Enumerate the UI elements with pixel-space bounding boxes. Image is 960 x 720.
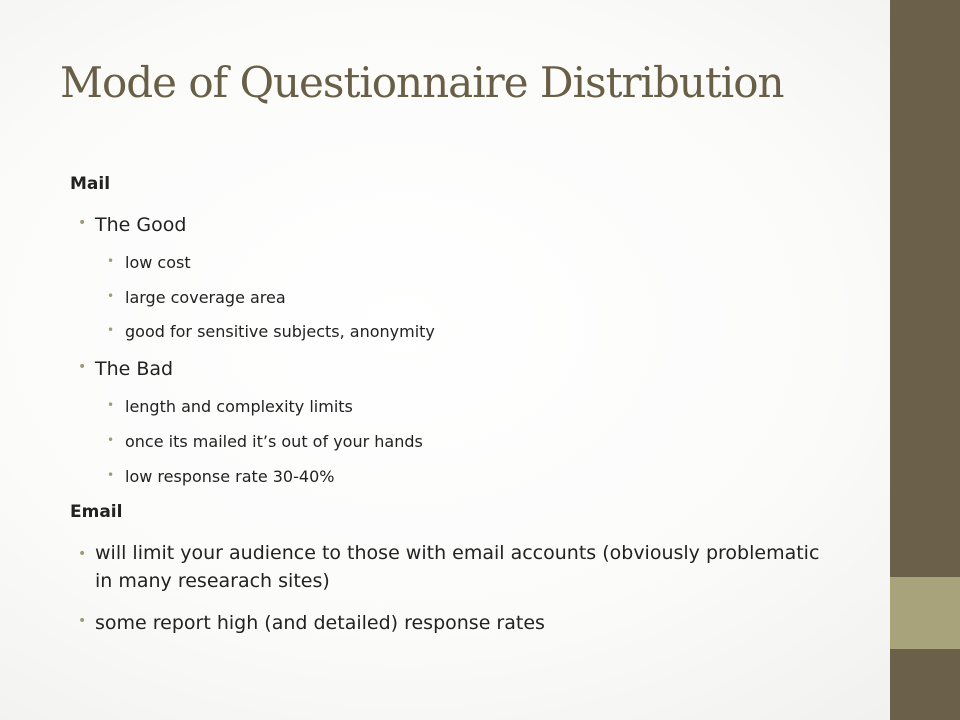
bullet-text: large coverage area (125, 288, 286, 307)
subbullet-length (107, 397, 353, 416)
bullet-dot: • (107, 398, 115, 412)
slide-title: Mode of Questionnaire Distribution (60, 58, 784, 107)
bullet-dot: • (107, 468, 115, 482)
bullet-dot: • (107, 254, 115, 268)
bullet-dot: • (107, 289, 115, 303)
subbullet-coverage (107, 288, 286, 307)
bullet-dot: • (107, 433, 115, 447)
bullet-text: some report high (and detailed) response rates (95, 612, 545, 634)
bullet-the-bad (78, 358, 174, 380)
bullet-dot: • (78, 215, 87, 231)
subbullet-sensitive (107, 322, 435, 341)
bullet-the-good (78, 214, 187, 236)
bullet-email-response (78, 612, 545, 634)
bullet-text: low response rate 30-40% (125, 467, 335, 486)
bullet-text: low cost (125, 253, 191, 272)
bullet-dot: • (78, 359, 87, 375)
bullet-text: length and complexity limits (125, 397, 353, 416)
bullet-email-audience (78, 539, 835, 595)
decorative-sidebar-accent (890, 577, 960, 649)
bullet-text: The Bad (95, 358, 174, 380)
subbullet-response-rate (107, 467, 335, 486)
bullet-dot: • (78, 613, 87, 629)
section-heading-mail: Mail (70, 174, 111, 194)
bullet-dot: • (78, 546, 87, 562)
bullet-text: good for sensitive subjects, anonymity (125, 322, 435, 341)
bullet-text: once its mailed it’s out of your hands (125, 432, 423, 451)
subbullet-mailed (107, 432, 423, 451)
bullet-text: will limit your audience to those with email accounts (obviously problematic in many researach sites) (95, 542, 820, 592)
section-heading-email: Email (70, 502, 123, 522)
subbullet-low-cost (107, 253, 191, 272)
bullet-text: The Good (95, 214, 187, 236)
bullet-dot: • (107, 323, 115, 337)
